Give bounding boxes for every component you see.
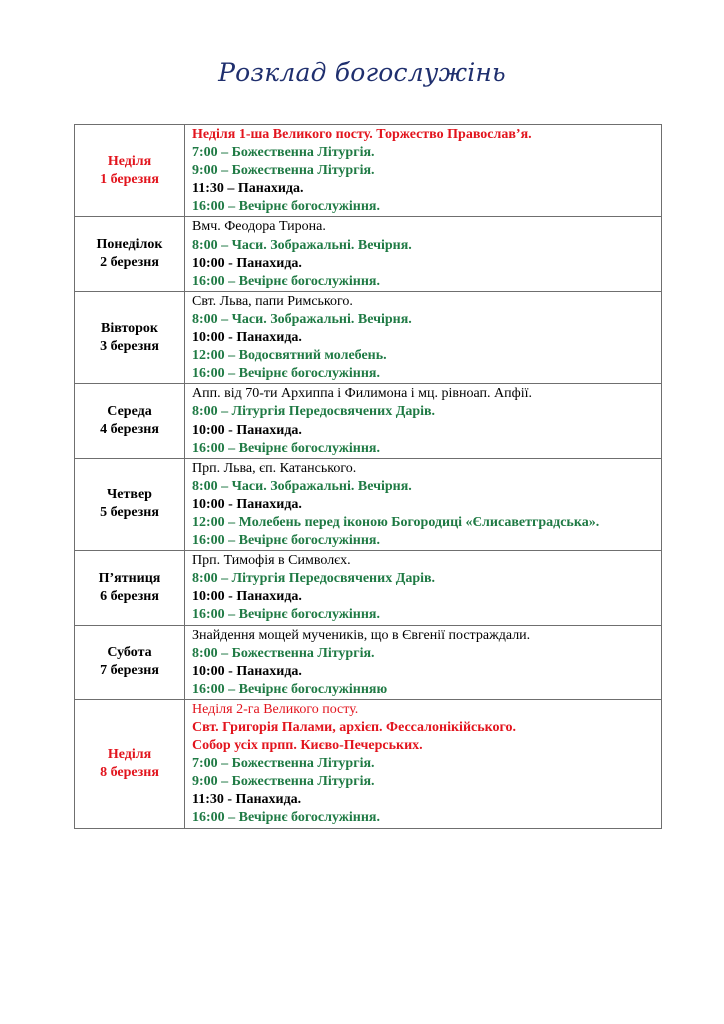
page-title: Розклад богослужінь	[218, 58, 506, 87]
service-line: 10:00 - Панахида.	[192, 589, 302, 605]
service-line: 16:00 – Вечірнє богослужіння.	[192, 199, 381, 215]
events-cell	[185, 384, 662, 458]
service-line: Свт. Льва, папи Римського.	[192, 293, 353, 309]
day-cell	[75, 217, 185, 291]
service-line: 11:30 - Панахида.	[192, 792, 302, 808]
day-name: Неділя	[107, 153, 152, 169]
day-name: Субота	[107, 645, 152, 661]
service-line: 8:00 – Літургія Передосвячених Дарів.	[192, 404, 436, 420]
schedule-body	[75, 125, 662, 829]
events-cell	[185, 458, 662, 550]
service-line: Прп. Льва, єп. Катанського.	[192, 460, 357, 476]
day-date: 8 березня	[100, 764, 159, 780]
day-date: 1 березня	[100, 171, 159, 187]
service-line: 10:00 - Панахида.	[192, 663, 302, 679]
schedule-table	[74, 124, 662, 829]
service-line: 8:00 – Часи. Зображальні. Вечірня.	[192, 478, 412, 494]
service-line: Апп. від 70-ти Архиппа і Филимона і мц. рівноап. Апфії.	[192, 386, 532, 402]
schedule-row	[75, 699, 662, 828]
schedule-row	[75, 625, 662, 699]
day-date: 4 березня	[100, 422, 159, 437]
day-name: Неділя	[107, 746, 152, 762]
events-cell	[185, 699, 662, 828]
service-line: Неділя 2-га Великого посту.	[192, 701, 359, 717]
service-line: 16:00 – Вечірнє богослужіння.	[192, 273, 381, 289]
day-date: 6 березня	[100, 588, 159, 604]
service-line: Прп. Тимофія в Символєх.	[192, 553, 351, 569]
day-cell	[75, 125, 185, 217]
schedule-row	[75, 551, 662, 625]
events-cell	[185, 291, 662, 383]
service-line: 8:00 – Часи. Зображальні. Вечірня.	[192, 311, 412, 327]
service-line: Свт. Григорія Палами, архієп. Фессалонікійського.	[192, 720, 517, 735]
service-line: 12:00 – Водосвятний молебень.	[192, 348, 387, 364]
service-line: 10:00 - Панахида.	[192, 255, 302, 271]
service-line: 9:00 – Божественна Літургія.	[192, 774, 375, 790]
service-line: 16:00 – Вечірнє богослужіння.	[192, 440, 381, 456]
service-line: 11:30 – Панахида.	[192, 181, 304, 197]
schedule-row	[75, 125, 662, 217]
service-line: Знайдення мощей мучеників, що в Євгенії постраждали.	[192, 627, 531, 643]
day-date: 7 березня	[100, 663, 159, 679]
day-cell	[75, 458, 185, 550]
service-line: Неділя 1-ша Великого посту. Торжество Православ’я.	[192, 127, 532, 142]
service-line: 16:00 – Вечірнє богослужіння.	[192, 366, 381, 382]
service-line: 16:00 – Вечірнє богослужіння.	[192, 533, 381, 549]
service-line: 8:00 – Літургія Передосвячених Дарів.	[192, 571, 436, 587]
service-line: 16:00 – Вечірнє богослужіння.	[192, 607, 381, 623]
day-name: Понеділок	[96, 237, 163, 253]
service-line: 10:00 - Панахида.	[192, 496, 302, 512]
service-line: 10:00 - Панахида.	[192, 422, 302, 438]
service-line: 16:00 – Вечірнє богослужінняю	[192, 681, 388, 697]
schedule-row	[75, 384, 662, 458]
service-line: 7:00 – Божественна Літургія.	[192, 145, 375, 161]
day-cell	[75, 551, 185, 625]
service-line: Собор усіх прпп. Києво-Печерських.	[192, 738, 423, 754]
day-cell	[75, 291, 185, 383]
day-cell	[75, 384, 185, 458]
schedule-row	[75, 291, 662, 383]
events-cell	[185, 625, 662, 699]
day-date: 5 березня	[100, 505, 159, 521]
service-line: 8:00 – Божественна Літургія.	[192, 645, 375, 661]
day-cell	[75, 625, 185, 699]
service-line: 10:00 - Панахида.	[192, 330, 302, 346]
day-name: П’ятниця	[98, 570, 161, 586]
day-date: 3 березня	[100, 338, 159, 354]
day-name: Середа	[107, 404, 152, 419]
service-line: 7:00 – Божественна Літургія.	[192, 756, 375, 772]
schedule-row	[75, 217, 662, 291]
service-line: 12:00 – Молебень перед іконою Богородиці «Єлисаветградська».	[192, 514, 600, 530]
day-cell	[75, 699, 185, 828]
events-cell	[185, 217, 662, 291]
service-line: 16:00 – Вечірнє богослужіння.	[192, 810, 381, 826]
day-date: 2 березня	[100, 255, 159, 271]
schedule-row	[75, 458, 662, 550]
service-line: 9:00 – Божественна Літургія.	[192, 163, 375, 179]
service-line: 8:00 – Часи. Зображальні. Вечірня.	[192, 237, 412, 253]
events-cell	[185, 125, 662, 217]
service-line: Вмч. Феодора Тирона.	[192, 219, 326, 235]
day-name: Четвер	[107, 487, 152, 503]
day-name: Вівторок	[101, 320, 158, 336]
events-cell	[185, 551, 662, 625]
